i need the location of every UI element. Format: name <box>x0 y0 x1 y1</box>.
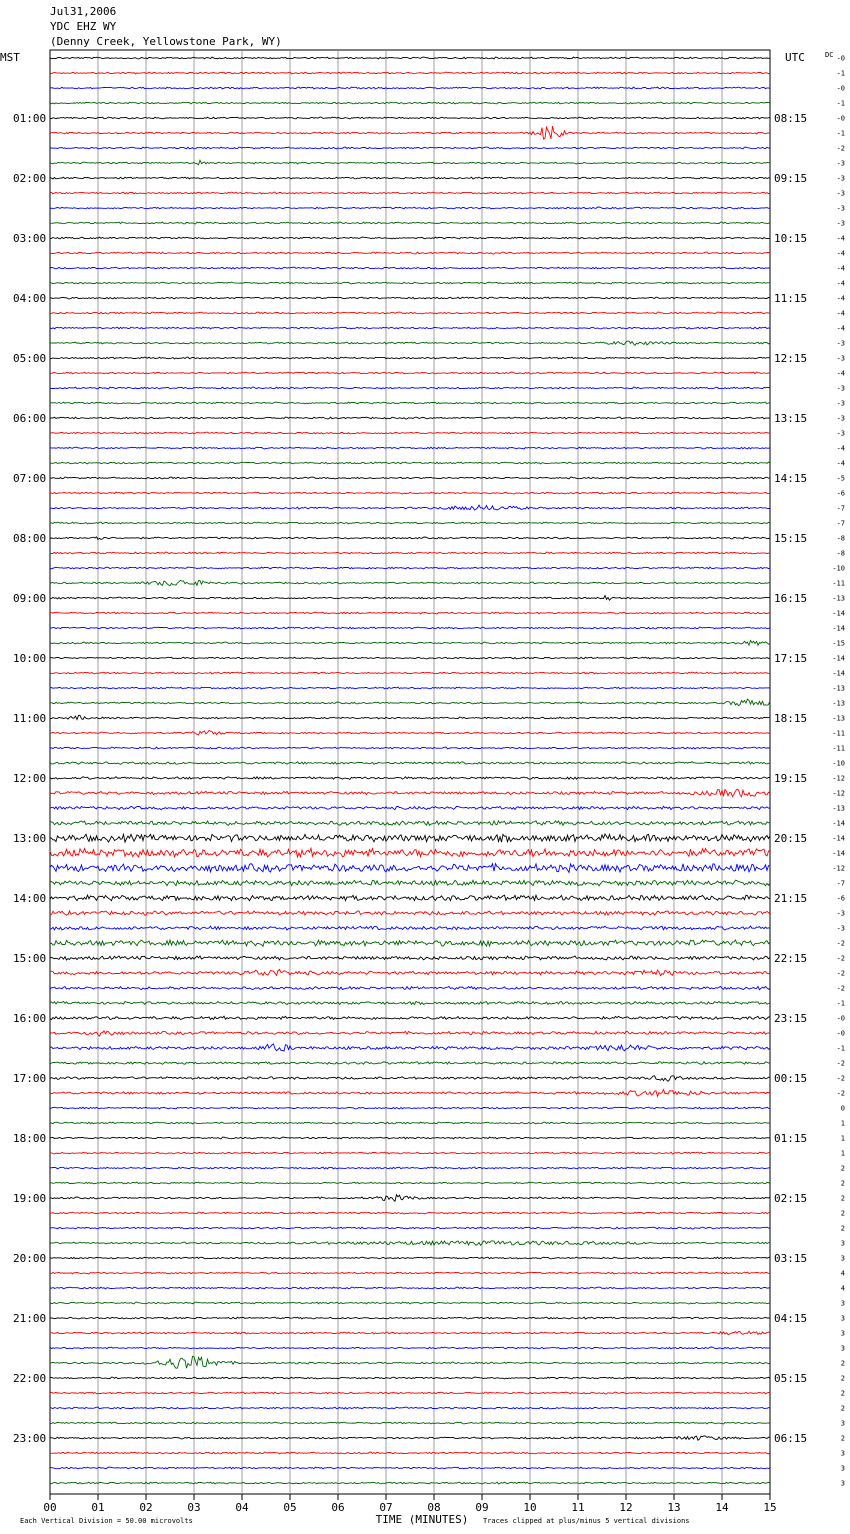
trace-line <box>50 237 770 239</box>
x-tick-label: 05 <box>283 1501 297 1514</box>
dc-label: DC <box>825 51 834 59</box>
dc-offset-label: -15 <box>832 639 845 648</box>
trace-line <box>50 762 770 765</box>
utc-hour-label: 19:15 <box>774 772 808 785</box>
mst-hour-label: 05:00 <box>13 352 47 365</box>
utc-hour-label: 08:15 <box>774 112 808 125</box>
dc-offset-label: -3 <box>836 339 845 348</box>
x-tick-label: 15 <box>763 1501 777 1514</box>
utc-hour-label: 05:15 <box>774 1372 808 1385</box>
trace-line <box>50 821 770 826</box>
trace-line <box>50 926 770 930</box>
dc-offset-label: -0 <box>836 84 845 93</box>
dc-offset-label: 3 <box>840 1329 845 1338</box>
trace-line <box>50 1107 770 1109</box>
dc-offset-label: -2 <box>836 954 845 963</box>
dc-offset-label: -2 <box>836 1059 845 1068</box>
trace-line <box>50 432 770 434</box>
trace-line <box>50 341 770 345</box>
mst-hour-label: 21:00 <box>13 1312 47 1325</box>
dc-offset-label: -2 <box>836 984 845 993</box>
dc-offset-label: -3 <box>836 399 845 408</box>
trace-line <box>50 222 770 224</box>
utc-hour-label: 03:15 <box>774 1252 808 1265</box>
dc-offset-label: -3 <box>836 174 845 183</box>
trace-line <box>50 806 770 809</box>
dc-offset-label: -4 <box>836 264 845 273</box>
dc-offset-label: 2 <box>840 1359 845 1368</box>
mst-hour-label: 04:00 <box>13 292 47 305</box>
trace-line <box>50 372 770 374</box>
dc-offset-label: -14 <box>832 654 845 663</box>
dc-offset-label: -2 <box>836 939 845 948</box>
mst-hour-label: 09:00 <box>13 592 47 605</box>
left-axis-label: MST <box>0 51 20 64</box>
dc-offset-label: -14 <box>832 609 845 618</box>
x-tick-label: 07 <box>379 1501 393 1514</box>
utc-hour-label: 16:15 <box>774 592 808 605</box>
mst-hour-label: 23:00 <box>13 1432 47 1445</box>
trace-line <box>50 387 770 389</box>
trace-line <box>50 252 770 254</box>
utc-hour-label: 20:15 <box>774 832 808 845</box>
dc-offset-label: 3 <box>840 1464 845 1473</box>
dc-offset-label: -14 <box>832 849 845 858</box>
station-code: YDC EHZ WY <box>50 20 117 33</box>
trace-line <box>50 880 770 886</box>
trace-line <box>50 1331 770 1334</box>
mst-hour-label: 17:00 <box>13 1072 47 1085</box>
dc-offset-label: -13 <box>832 699 845 708</box>
trace-line <box>50 462 770 464</box>
trace-line <box>50 102 770 104</box>
dc-offset-label: -4 <box>836 444 845 453</box>
trace-line <box>50 1241 770 1245</box>
utc-hour-label: 21:15 <box>774 892 808 905</box>
trace-line <box>50 402 770 404</box>
dc-offset-label: -1 <box>836 999 845 1008</box>
dc-offset-label: -14 <box>832 834 845 843</box>
clip-note: Traces clipped at plus/minus 5 vertical divisions <box>483 1517 690 1525</box>
dc-offset-label: 3 <box>840 1419 845 1428</box>
dc-offset-label: -0 <box>836 54 845 63</box>
dc-offset-label: -11 <box>832 729 845 738</box>
x-tick-label: 03 <box>187 1501 201 1514</box>
trace-line <box>50 1122 770 1124</box>
trace-line <box>50 687 770 689</box>
plot-grid <box>50 50 770 1494</box>
dc-offset-label: 3 <box>840 1299 845 1308</box>
dc-offset-label: -14 <box>832 624 845 633</box>
dc-offset-label: 3 <box>840 1254 845 1263</box>
x-tick-label: 00 <box>43 1501 57 1514</box>
utc-hour-label: 23:15 <box>774 1012 808 1025</box>
trace-line <box>50 1137 770 1139</box>
dc-offset-label: -13 <box>832 594 845 603</box>
trace-line <box>50 1452 770 1454</box>
trace-line <box>50 789 770 797</box>
trace-line <box>50 57 770 59</box>
trace-line <box>50 864 770 873</box>
dc-offset-label: -13 <box>832 684 845 693</box>
trace-line <box>50 177 770 179</box>
dc-offset-label: 1 <box>840 1149 845 1158</box>
trace-line <box>50 1436 770 1440</box>
mst-hour-label: 22:00 <box>13 1372 47 1385</box>
dc-offset-label: -4 <box>836 249 845 258</box>
trace-line <box>50 117 770 119</box>
x-tick-label: 02 <box>139 1501 153 1514</box>
dc-offset-label: -3 <box>836 204 845 213</box>
utc-hour-label: 01:15 <box>774 1132 808 1145</box>
trace-line <box>50 477 770 479</box>
utc-hour-label: 13:15 <box>774 412 808 425</box>
trace-line <box>50 1287 770 1289</box>
trace-line <box>50 505 770 510</box>
mst-hour-label: 06:00 <box>13 412 47 425</box>
dc-offset-label: 2 <box>840 1389 845 1398</box>
plot-frame <box>50 50 770 1494</box>
trace-line <box>50 567 770 569</box>
dc-offset-label: -6 <box>836 489 845 498</box>
dc-offset-label: 0 <box>840 1104 845 1113</box>
trace-line <box>50 1062 770 1065</box>
utc-hour-label: 06:15 <box>774 1432 808 1445</box>
trace-line <box>50 672 770 674</box>
dc-offset-label: -3 <box>836 429 845 438</box>
dc-offset-label: -0 <box>836 1014 845 1023</box>
dc-offset-label: -2 <box>836 144 845 153</box>
dc-offset-label: -7 <box>836 879 845 888</box>
mst-hour-label: 15:00 <box>13 952 47 965</box>
trace-line <box>50 1167 770 1169</box>
dc-offset-label: 2 <box>840 1179 845 1188</box>
trace-line <box>50 640 770 645</box>
trace-line <box>50 1407 770 1409</box>
trace-line <box>50 1227 770 1229</box>
trace-line <box>50 699 770 706</box>
trace-line <box>50 612 770 614</box>
dc-offset-label: -12 <box>832 789 845 798</box>
trace-line <box>50 327 770 329</box>
mst-hour-label: 13:00 <box>13 832 47 845</box>
dc-offset-label: 2 <box>840 1164 845 1173</box>
dc-offset-label: 4 <box>840 1284 845 1293</box>
utc-hour-label: 14:15 <box>774 472 808 485</box>
utc-hour-label: 22:15 <box>774 952 808 965</box>
trace-line <box>50 1422 770 1424</box>
dc-offset-label: -4 <box>836 294 845 303</box>
dc-offset-label: 3 <box>840 1314 845 1323</box>
trace-line <box>50 297 770 299</box>
mst-hour-label: 14:00 <box>13 892 47 905</box>
trace-line <box>50 1031 770 1036</box>
trace-line <box>50 834 770 842</box>
dc-offset-label: -4 <box>836 279 845 288</box>
mst-hour-label: 16:00 <box>13 1012 47 1025</box>
label-group <box>0 51 845 1526</box>
dc-offset-label: -2 <box>836 969 845 978</box>
utc-hour-label: 15:15 <box>774 532 808 545</box>
x-tick-label: 04 <box>235 1501 249 1514</box>
dc-offset-label: 3 <box>840 1239 845 1248</box>
trace-line <box>50 192 770 194</box>
x-axis-label: TIME (MINUTES) <box>375 1513 469 1526</box>
trace-line <box>50 895 770 901</box>
utc-hour-label: 09:15 <box>774 172 808 185</box>
dc-offset-label: 2 <box>840 1194 845 1203</box>
dc-offset-label: -3 <box>836 924 845 933</box>
mst-hour-label: 02:00 <box>13 172 47 185</box>
dc-offset-label: -4 <box>836 324 845 333</box>
mst-hour-label: 01:00 <box>13 112 47 125</box>
dc-offset-label: 1 <box>840 1134 845 1143</box>
trace-line <box>50 911 770 915</box>
dc-offset-label: -14 <box>832 669 845 678</box>
mst-hour-label: 07:00 <box>13 472 47 485</box>
dc-offset-label: -4 <box>836 459 845 468</box>
dc-offset-label: 3 <box>840 1344 845 1353</box>
x-tick-label: 06 <box>331 1501 345 1514</box>
right-axis-label: UTC <box>785 51 805 64</box>
dc-offset-label: -2 <box>836 1089 845 1098</box>
trace-line <box>50 580 770 585</box>
trace-group <box>50 57 770 1484</box>
x-tick-label: 08 <box>427 1501 441 1514</box>
utc-hour-label: 12:15 <box>774 352 808 365</box>
dc-offset-label: 2 <box>840 1224 845 1233</box>
trace-line <box>50 970 770 976</box>
station-location: (Denny Creek, Yellowstone Park, WY) <box>50 35 282 48</box>
trace-line <box>50 1195 770 1202</box>
x-tick-label: 09 <box>475 1501 489 1514</box>
dc-offset-label: 2 <box>840 1434 845 1443</box>
trace-line <box>50 72 770 74</box>
trace-line <box>50 160 770 165</box>
trace-line <box>50 1044 770 1051</box>
plot-date: Jul31,2006 <box>50 5 117 18</box>
trace-line <box>50 447 770 449</box>
x-tick-label: 12 <box>619 1501 633 1514</box>
dc-offset-label: -8 <box>836 534 845 543</box>
mst-hour-label: 19:00 <box>13 1192 47 1205</box>
dc-offset-label: 4 <box>840 1269 845 1278</box>
mst-hour-label: 08:00 <box>13 532 47 545</box>
dc-offset-label: -1 <box>836 69 845 78</box>
trace-line <box>50 357 770 359</box>
trace-line <box>50 1482 770 1484</box>
dc-offset-label: -2 <box>836 1074 845 1083</box>
dc-offset-label: -14 <box>832 819 845 828</box>
trace-line <box>50 1467 770 1469</box>
dc-offset-label: -11 <box>832 579 845 588</box>
trace-line <box>50 1257 770 1259</box>
dc-offset-label: -3 <box>836 219 845 228</box>
dc-offset-label: -12 <box>832 774 845 783</box>
trace-line <box>50 1377 770 1379</box>
utc-hour-label: 17:15 <box>774 652 808 665</box>
scale-note: Each Vertical Division = 50.00 microvolts <box>20 1517 193 1525</box>
dc-offset-label: -1 <box>836 99 845 108</box>
trace-line <box>50 777 770 780</box>
dc-offset-label: -7 <box>836 504 845 513</box>
trace-line <box>50 956 770 960</box>
dc-offset-label: -8 <box>836 549 845 558</box>
dc-offset-label: -10 <box>832 759 845 768</box>
trace-line <box>50 747 770 749</box>
x-tick-label: 10 <box>523 1501 537 1514</box>
dc-offset-label: 2 <box>840 1209 845 1218</box>
trace-line <box>50 1356 770 1368</box>
dc-offset-label: -4 <box>836 369 845 378</box>
dc-offset-label: 2 <box>840 1404 845 1413</box>
mst-hour-label: 12:00 <box>13 772 47 785</box>
x-tick-label: 01 <box>91 1501 105 1514</box>
trace-line <box>50 940 770 946</box>
dc-offset-label: -4 <box>836 234 845 243</box>
utc-hour-label: 04:15 <box>774 1312 808 1325</box>
trace-line <box>50 848 770 857</box>
dc-offset-label: -1 <box>836 1044 845 1053</box>
trace-line <box>50 987 770 990</box>
trace-line <box>50 1392 770 1394</box>
trace-line <box>50 1272 770 1274</box>
trace-line <box>50 126 770 139</box>
dc-offset-label: -3 <box>836 159 845 168</box>
trace-line <box>50 596 770 601</box>
dc-offset-label: 3 <box>840 1449 845 1458</box>
dc-offset-label: -4 <box>836 309 845 318</box>
dc-offset-label: -0 <box>836 114 845 123</box>
trace-line <box>50 657 770 659</box>
dc-offset-label: -3 <box>836 189 845 198</box>
dc-offset-label: -13 <box>832 714 845 723</box>
dc-offset-label: -3 <box>836 354 845 363</box>
trace-line <box>50 1001 770 1004</box>
mst-hour-label: 18:00 <box>13 1132 47 1145</box>
trace-line <box>50 537 770 540</box>
trace-line <box>50 522 770 524</box>
utc-hour-label: 00:15 <box>774 1072 808 1085</box>
dc-offset-label: -1 <box>836 129 845 138</box>
trace-line <box>50 282 770 284</box>
dc-offset-label: -13 <box>832 804 845 813</box>
trace-line <box>50 1076 770 1082</box>
mst-hour-label: 20:00 <box>13 1252 47 1265</box>
dc-offset-label: -0 <box>836 1029 845 1038</box>
dc-offset-label: -6 <box>836 894 845 903</box>
dc-offset-label: -5 <box>836 474 845 483</box>
trace-line <box>50 147 770 149</box>
trace-line <box>50 207 770 209</box>
trace-line <box>50 1090 770 1097</box>
trace-line <box>50 1016 770 1019</box>
dc-offset-label: -7 <box>836 519 845 528</box>
mst-hour-label: 10:00 <box>13 652 47 665</box>
trace-line <box>50 1302 770 1304</box>
mst-hour-label: 03:00 <box>13 232 47 245</box>
utc-hour-label: 10:15 <box>774 232 808 245</box>
trace-line <box>50 417 770 419</box>
trace-line <box>50 1317 770 1319</box>
dc-offset-label: 3 <box>840 1479 845 1488</box>
trace-line <box>50 552 770 554</box>
x-tick-label: 14 <box>715 1501 729 1514</box>
dc-offset-label: 1 <box>840 1119 845 1128</box>
dc-offset-label: -12 <box>832 864 845 873</box>
mst-hour-label: 11:00 <box>13 712 47 725</box>
dc-offset-label: -10 <box>832 564 845 573</box>
trace-line <box>50 87 770 89</box>
dc-offset-label: -11 <box>832 744 845 753</box>
utc-hour-label: 11:15 <box>774 292 808 305</box>
trace-line <box>50 627 770 629</box>
trace-line <box>50 312 770 314</box>
trace-line <box>50 492 770 494</box>
dc-offset-label: -3 <box>836 384 845 393</box>
dc-offset-label: 2 <box>840 1374 845 1383</box>
trace-line <box>50 1152 770 1154</box>
trace-line <box>50 715 770 719</box>
utc-hour-label: 02:15 <box>774 1192 808 1205</box>
trace-line <box>50 1182 770 1184</box>
trace-line <box>50 1347 770 1349</box>
trace-line <box>50 1212 770 1214</box>
dc-offset-label: -3 <box>836 414 845 423</box>
trace-line <box>50 267 770 269</box>
x-tick-label: 11 <box>571 1501 585 1514</box>
utc-hour-label: 18:15 <box>774 712 808 725</box>
trace-line <box>50 731 770 735</box>
dc-offset-label: -3 <box>836 909 845 918</box>
x-tick-label: 13 <box>667 1501 681 1514</box>
